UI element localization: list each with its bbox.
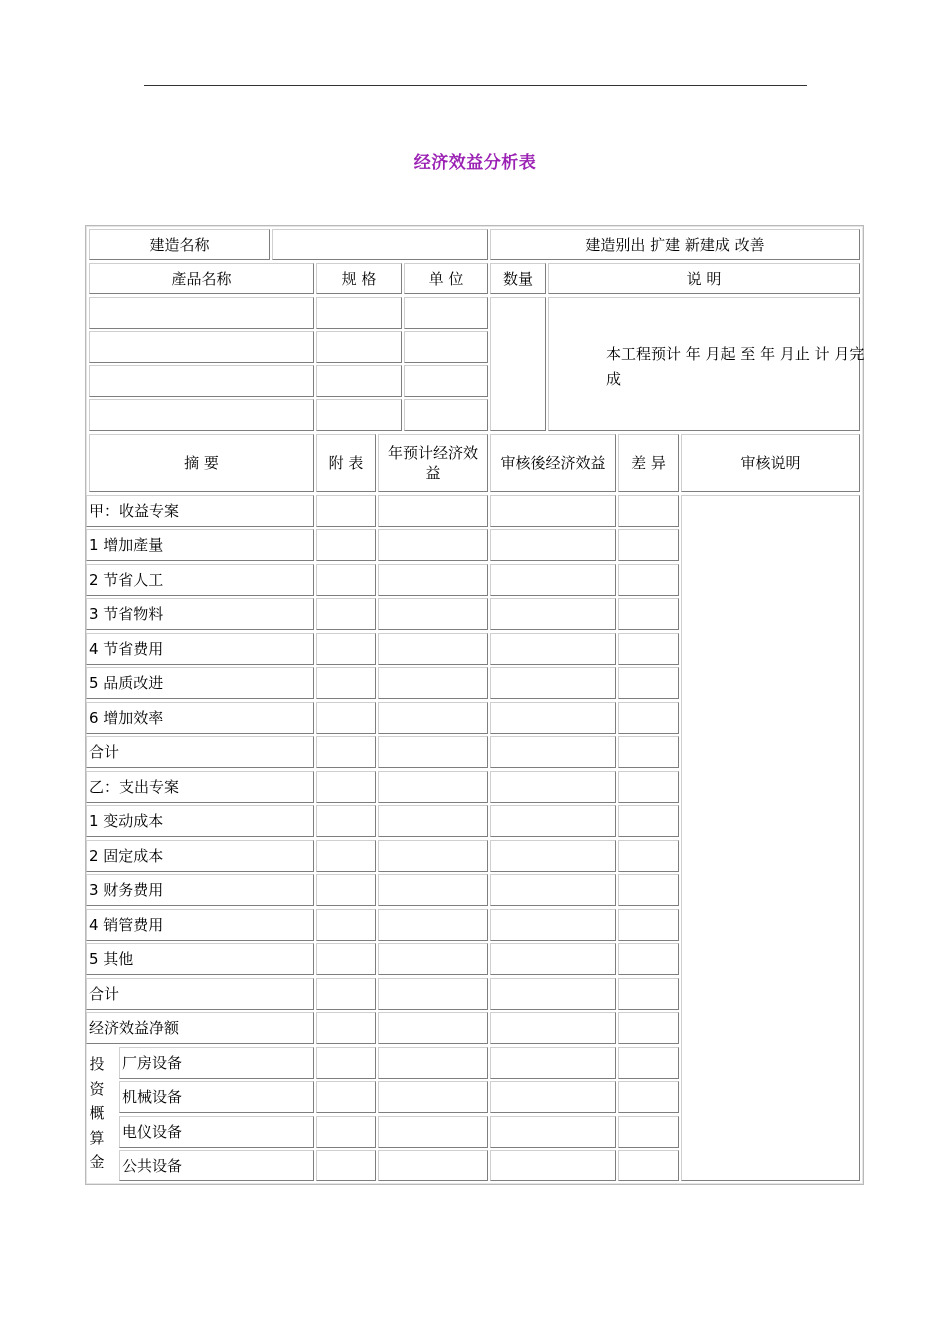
unit-cell[interactable] (404, 399, 488, 431)
audited-cell[interactable] (490, 978, 616, 1010)
build-type-options: 建造别出 扩建 新建成 改善 (490, 229, 860, 260)
spec-cell[interactable] (316, 297, 402, 329)
diff-cell[interactable] (618, 1047, 679, 1079)
audited-cell[interactable] (490, 495, 616, 527)
attach-cell[interactable] (316, 1081, 376, 1113)
product-name-header: 產品名称 (89, 263, 314, 294)
qty-header: 数量 (490, 263, 546, 294)
row-label: 2 固定成本 (86, 840, 314, 872)
audited-cell[interactable] (490, 943, 616, 975)
diff-header: 差 异 (618, 434, 679, 492)
annual-cell[interactable] (378, 736, 488, 768)
annual-cell[interactable] (378, 805, 488, 837)
annual-cell[interactable] (378, 1116, 488, 1148)
row-label: 乙：支出专案 (86, 771, 314, 803)
attach-cell[interactable] (316, 667, 376, 699)
audited-cell[interactable] (490, 771, 616, 803)
attach-cell[interactable] (316, 564, 376, 596)
row-label: 6 增加效率 (86, 702, 314, 734)
row-label: 甲：收益专案 (86, 495, 314, 527)
annual-cell[interactable] (378, 667, 488, 699)
audit-note-cell[interactable] (681, 495, 860, 1181)
attach-cell[interactable] (316, 495, 376, 527)
invest-label: 投资概算金 (89, 1055, 105, 1171)
audit-note-header: 审核说明 (681, 434, 860, 492)
row-label: 经济效益净额 (86, 1012, 314, 1044)
diff-cell[interactable] (618, 736, 679, 768)
row-label: 1 变动成本 (86, 805, 314, 837)
product-name-cell[interactable] (89, 297, 314, 329)
build-name-label: 建造名称 (89, 229, 270, 260)
annual-cell[interactable] (378, 978, 488, 1010)
attach-cell[interactable] (316, 909, 376, 941)
row-label: 4 销管费用 (86, 909, 314, 941)
diff-cell[interactable] (618, 1081, 679, 1113)
diff-cell[interactable] (618, 598, 679, 630)
diff-cell[interactable] (618, 805, 679, 837)
attach-cell[interactable] (316, 1047, 376, 1079)
diff-cell[interactable] (618, 978, 679, 1010)
attach-cell[interactable] (316, 1116, 376, 1148)
annual-cell[interactable] (378, 909, 488, 941)
row-label: 合计 (86, 736, 314, 768)
attach-cell[interactable] (316, 978, 376, 1010)
diff-cell[interactable] (618, 529, 679, 561)
attach-cell[interactable] (316, 633, 376, 665)
diff-cell[interactable] (618, 633, 679, 665)
annual-cell[interactable] (378, 598, 488, 630)
spec-cell[interactable] (316, 365, 402, 397)
annual-cell[interactable] (378, 495, 488, 527)
product-name-cell[interactable] (89, 399, 314, 431)
spec-cell[interactable] (316, 331, 402, 363)
attach-cell[interactable] (316, 736, 376, 768)
build-name-value[interactable] (272, 229, 488, 260)
audited-cell[interactable] (490, 1047, 616, 1079)
attach-header: 附 表 (316, 434, 376, 492)
audited-cell[interactable] (490, 909, 616, 941)
attach-cell[interactable] (316, 771, 376, 803)
audited-cell[interactable] (490, 840, 616, 872)
attach-cell[interactable] (316, 943, 376, 975)
summary-header: 摘 要 (89, 434, 314, 492)
audited-cell[interactable] (490, 564, 616, 596)
row-label: 1 增加產量 (86, 529, 314, 561)
annual-cell[interactable] (378, 529, 488, 561)
annual-cell[interactable] (378, 1150, 488, 1181)
diff-cell[interactable] (618, 564, 679, 596)
attach-cell[interactable] (316, 840, 376, 872)
invest-row-label: 公共设备 (119, 1150, 314, 1181)
audited-cell[interactable] (490, 1012, 616, 1044)
invest-row-label: 电仪设备 (119, 1116, 314, 1148)
diff-cell[interactable] (618, 495, 679, 527)
annual-cell[interactable] (378, 633, 488, 665)
diff-cell[interactable] (618, 771, 679, 803)
diff-cell[interactable] (618, 1116, 679, 1148)
unit-cell[interactable] (404, 297, 488, 329)
product-name-cell[interactable] (89, 365, 314, 397)
attach-cell[interactable] (316, 702, 376, 734)
unit-header: 单 位 (404, 263, 488, 294)
annual-cell[interactable] (378, 874, 488, 906)
attach-cell[interactable] (316, 598, 376, 630)
diff-cell[interactable] (618, 667, 679, 699)
diff-cell[interactable] (618, 874, 679, 906)
row-label: 4 节省费用 (86, 633, 314, 665)
audited-cell[interactable] (490, 1116, 616, 1148)
completion-note: 本工程预计 年 月起 至 年 月止 计 月完成 (606, 345, 865, 388)
audited-cell[interactable] (490, 874, 616, 906)
diff-cell[interactable] (618, 1150, 679, 1181)
spec-header: 规 格 (316, 263, 402, 294)
product-name-cell[interactable] (89, 331, 314, 363)
annual-cell[interactable] (378, 564, 488, 596)
diff-cell[interactable] (618, 702, 679, 734)
annual-cell[interactable] (378, 702, 488, 734)
diff-cell[interactable] (618, 943, 679, 975)
audited-cell[interactable] (490, 529, 616, 561)
row-label: 合计 (86, 978, 314, 1010)
top-rule (144, 85, 807, 86)
audited-cell[interactable] (490, 702, 616, 734)
annual-cell[interactable] (378, 1081, 488, 1113)
attach-cell[interactable] (316, 874, 376, 906)
annual-cell[interactable] (378, 771, 488, 803)
invest-row-label: 机械设备 (119, 1081, 314, 1113)
note-header: 说 明 (548, 263, 860, 294)
annual-cell[interactable] (378, 840, 488, 872)
audited-cell[interactable] (490, 736, 616, 768)
spec-cell[interactable] (316, 399, 402, 431)
page-title: 经济效益分析表 (413, 153, 537, 173)
attach-cell[interactable] (316, 805, 376, 837)
row-label: 3 财务费用 (86, 874, 314, 906)
attach-cell[interactable] (316, 529, 376, 561)
qty-cell[interactable] (490, 297, 546, 431)
invest-row-label: 厂房设备 (119, 1047, 314, 1079)
diff-cell[interactable] (618, 1012, 679, 1044)
diff-cell[interactable] (618, 909, 679, 941)
audited-benefit-header: 审核後经济效益 (490, 434, 616, 492)
row-label: 2 节省人工 (86, 564, 314, 596)
diff-cell[interactable] (618, 840, 679, 872)
annual-cell[interactable] (378, 1047, 488, 1079)
unit-cell[interactable] (404, 365, 488, 397)
unit-cell[interactable] (404, 331, 488, 363)
row-label: 5 其他 (86, 943, 314, 975)
audited-cell[interactable] (490, 805, 616, 837)
annual-cell[interactable] (378, 943, 488, 975)
row-label: 3 节省物料 (86, 598, 314, 630)
audited-cell[interactable] (490, 1081, 616, 1113)
audited-cell[interactable] (490, 1150, 616, 1181)
attach-cell[interactable] (316, 1012, 376, 1044)
attach-cell[interactable] (316, 1150, 376, 1181)
audited-cell[interactable] (490, 667, 616, 699)
audited-cell[interactable] (490, 633, 616, 665)
annual-cell[interactable] (378, 1012, 488, 1044)
annual-benefit-header: 年预计经济效益 (378, 434, 488, 492)
audited-cell[interactable] (490, 598, 616, 630)
row-label: 5 品质改进 (86, 667, 314, 699)
